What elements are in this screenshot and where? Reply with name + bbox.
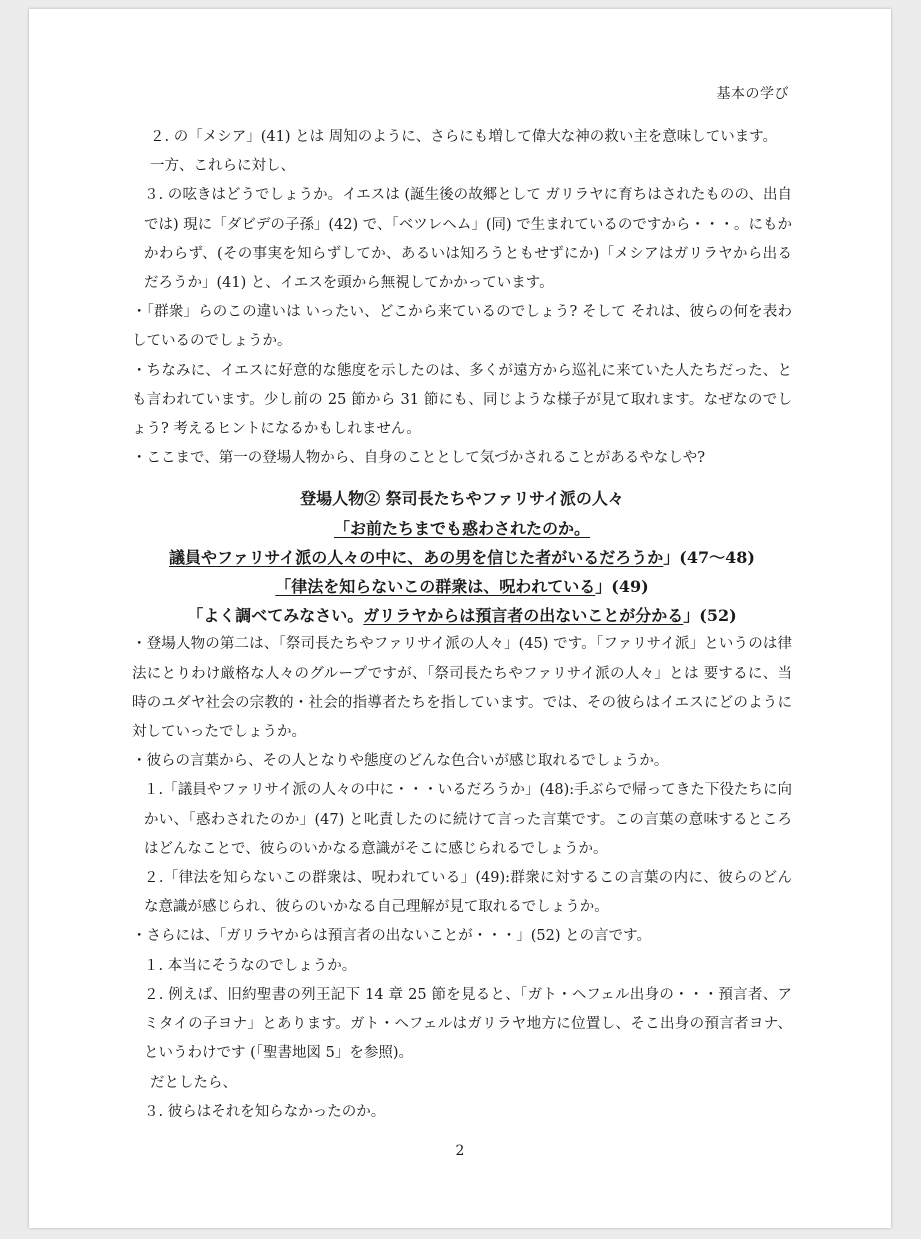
page-number: 2: [455, 1143, 465, 1159]
quote-ref: 」(49): [595, 577, 649, 597]
paragraph: ３. 彼らはそれを知らなかったのか。: [144, 1103, 386, 1120]
heading-quote: [132, 572, 792, 601]
quote-ref: 」(52): [683, 606, 737, 626]
paragraph: １. 本当にそうなのでしょうか。: [144, 957, 357, 974]
quote-text: 「お前たちまでも惑わされたのか。: [333, 518, 590, 538]
paragraph: ・登場人物の第二は、「祭司長たちやファリサイ派の人々」(45) です。「ファリサイ派」というのは律法にとりわけ厳格な人々のグループですが、「祭司長たちやファリサイ派の人々」とは 要するに、当時のユダヤ社会の宗教的・社会的指導者たちを指しています。では、その彼らはイエスにどのように対していったでしょうか。: [132, 636, 792, 741]
paragraph: １.「議員やファリサイ派の人々の中に・・・いるだろうか」(48):手ぶらで帰ってきた下役たちに向かい、「惑わされたのか」(47) と叱責したのに続けて言った言葉です。この言葉の意味するところはどんなことで、彼らのいかなる意識がそこに感じられるでしょうか。: [144, 782, 792, 857]
quote-ref: 」(47〜48): [663, 547, 755, 567]
paragraph: ２. 例えば、旧約聖書の列王記下 14 章 25 節を見ると、「ガト・ヘフェル出身の・・・預言者、アミタイの子ヨナ」とあります。ガト・ヘフェルはガリラヤ地方に位置し、そこ出身の預言者ヨナ、というわけです (「聖書地図 5」を参照)。: [144, 986, 792, 1062]
paragraph: ・「群衆」らのこの違いは いったい、どこから来ているのでしょう? そして それは、彼らの何を表わしているのでしょうか。: [132, 304, 792, 350]
heading-title: 登場人物② 祭司長たちやファリサイ派の人々: [300, 489, 624, 509]
paragraph: ２. の「メシア」(41) とは 周知のように、さらにも増して偉大な神の救い主を意味しています。: [150, 129, 778, 145]
paragraph: だとしたら、: [150, 1074, 237, 1091]
heading-quote: [132, 514, 792, 543]
paragraph: ・さらには、「ガリラヤからは預言者の出ないことが・・・」(52) との言です。: [132, 928, 651, 945]
quote-text: ガリラヤからは預言者の出ないことが分かる: [363, 606, 684, 626]
heading-quote: [132, 543, 792, 572]
paragraph: ・ちなみに、イエスに好意的な態度を示したのは、多くが遠方から巡礼に来ていた人たちだった、とも言われています。少し前の 25 節から 31 節にも、同じような様子が見て取れます。なぜなのでしょう? 考えるヒントになるかもしれません。: [132, 362, 792, 438]
quote-text: 「よく調べてみなさい。: [187, 606, 364, 626]
paragraph: ３. の呟きはどうでしょうか。イエスは (誕生後の故郷として ガリラヤに育ちはされたものの、出自では) 現に「ダビデの子孫」(42) で、「ベツレヘム」(同) で生まれているのですから・・・。にもかかわらず、(その事実を知らずしてか、あるいは知ろうともせずにか)「メシアはガリラヤから出るだろうか」(41) と、イエスを頭から無視してかかっています。: [144, 187, 792, 292]
quote-text: 議員やファリサイ派の人々の中に、あの男を信じた者がいるだろうか: [169, 547, 664, 567]
paragraph: ・彼らの言葉から、その人となりや態度のどんな色合いが感じ取れるでしょうか。: [132, 753, 669, 770]
page-header: 基本の学び: [716, 86, 789, 102]
quote-text: 「律法を知らないこの群衆は、呪われている: [275, 577, 596, 597]
paragraph: 一方、これらに対し、: [150, 158, 295, 175]
section-heading: [132, 484, 792, 630]
document-body: [132, 123, 792, 1127]
document-page: [29, 9, 891, 1228]
paragraph: ２.「律法を知らないこの群衆は、呪われている」(49):群衆に対するこの言葉の内に、彼らのどんな意識が感じられ、彼らのいかなる自己理解が見て取れるでしょうか。: [144, 870, 792, 916]
paragraph: ・ここまで、第一の登場人物から、自身のこととして気づかされることがあるやなしや?: [132, 450, 705, 467]
heading-quote: [132, 601, 792, 630]
